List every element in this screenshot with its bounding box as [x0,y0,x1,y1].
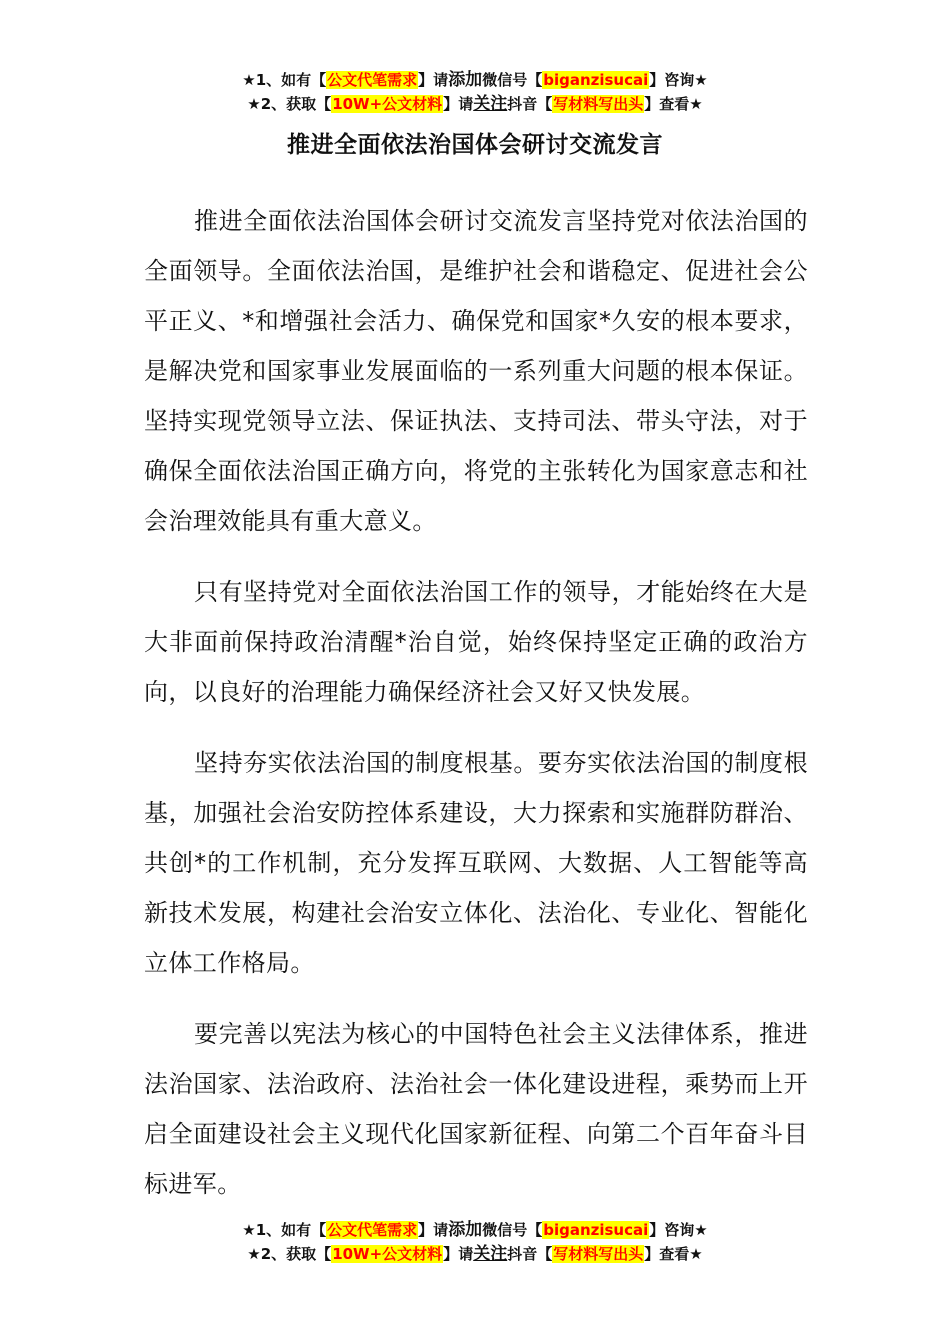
banner-line-1 [0,68,950,92]
bottom-banner-highlight-service: 公文代笔需求 [327,1221,418,1239]
banner-line-1-text-a: 】请 [418,71,449,89]
banner-line-1-emphasis: 添加 [448,70,483,90]
bottom-banner-highlight-wechat-id: biganzisucai [543,1221,649,1239]
body-paragraph-3: 坚持夯实依法治国的制度根基。要夯实依法治国的制度根基，加强社会治安防控体系建设，大力探索和实施群防群治、共创*的工作机制，充分发挥互联网、大数据、人工智能等高新技术发展，构建社会治安立体化、法治化、专业化、智能化立体工作格局。 [144,749,808,977]
banner-line-2-prefix: ★2、获取【 [247,95,332,113]
bottom-banner-line-2-text-a: 】请 [443,1245,474,1263]
bottom-banner-line-1 [0,1218,950,1242]
bottom-banner-line-2-text-b: 抖音【 [507,1245,553,1263]
bottom-banner-line-2-emphasis: 关注 [473,1244,508,1264]
bottom-banner-line-1-text-a: 】请 [418,1221,449,1239]
body-paragraph-4: 要完善以宪法为核心的中国特色社会主义法律体系，推进法治国家、法治政府、法治社会一体化建设进程，乘势而上开启全面建设社会主义现代化国家新征程、向第二个百年奋斗目标进军。 [144,1020,808,1198]
bottom-banner-line-2-suffix: 】查看★ [644,1245,703,1263]
bottom-banner-line-2-prefix: ★2、获取【 [247,1245,332,1263]
banner-line-1-prefix: ★1、如有【 [242,71,327,89]
banner-line-2 [0,92,950,116]
banner-line-2-text-a: 】请 [443,95,474,113]
body-paragraph-2: 只有坚持党对全面依法治国工作的领导，才能始终在大是大非面前保持政治清醒*治自觉，始终保持坚定正确的政治方向，以良好的治理能力确保经济社会又好又快发展。 [144,578,808,706]
bottom-banner-line-1-suffix: 】咨询★ [649,1221,708,1239]
bottom-banner-line-1-text-b: 微信号【 [482,1221,543,1239]
banner-highlight-service: 公文代笔需求 [327,71,418,89]
top-banner [0,68,950,116]
banner-line-2-suffix: 】查看★ [644,95,703,113]
bottom-banner [0,1218,950,1266]
banner-line-1-suffix: 】咨询★ [649,71,708,89]
banner-highlight-wechat-id: biganzisucai [543,71,649,89]
document-body [144,196,808,1230]
bottom-banner-line-1-prefix: ★1、如有【 [242,1221,327,1239]
body-paragraph-1: 推进全面依法治国体会研讨交流发言坚持党对依法治国的全面领导。全面依法治国，是维护社会和谐稳定、促进社会公平正义、*和增强社会活力、确保党和国家*久安的根本要求，是解决党和国家事业发展面临的一系列重大问题的根本保证。坚持实现党领导立法、保证执法、支持司法、带头守法，对于确保全面依法治国正确方向，将党的主张转化为国家意志和社会治理效能具有重大意义。 [144,207,808,535]
bottom-banner-line-1-emphasis: 添加 [448,1220,483,1240]
banner-line-2-text-b: 抖音【 [507,95,553,113]
document-title: 推进全面依法治国体会研讨交流发言 [287,132,663,158]
banner-line-1-text-b: 微信号【 [482,71,543,89]
bottom-banner-line-2 [0,1242,950,1266]
banner-line-2-emphasis: 关注 [473,94,508,114]
banner-highlight-douyin-id: 写材料写出头 [553,95,644,113]
bottom-banner-highlight-materials: 10W+公文材料 [332,1245,443,1263]
bottom-banner-highlight-douyin-id: 写材料写出头 [553,1245,644,1263]
banner-highlight-materials: 10W+公文材料 [332,95,443,113]
